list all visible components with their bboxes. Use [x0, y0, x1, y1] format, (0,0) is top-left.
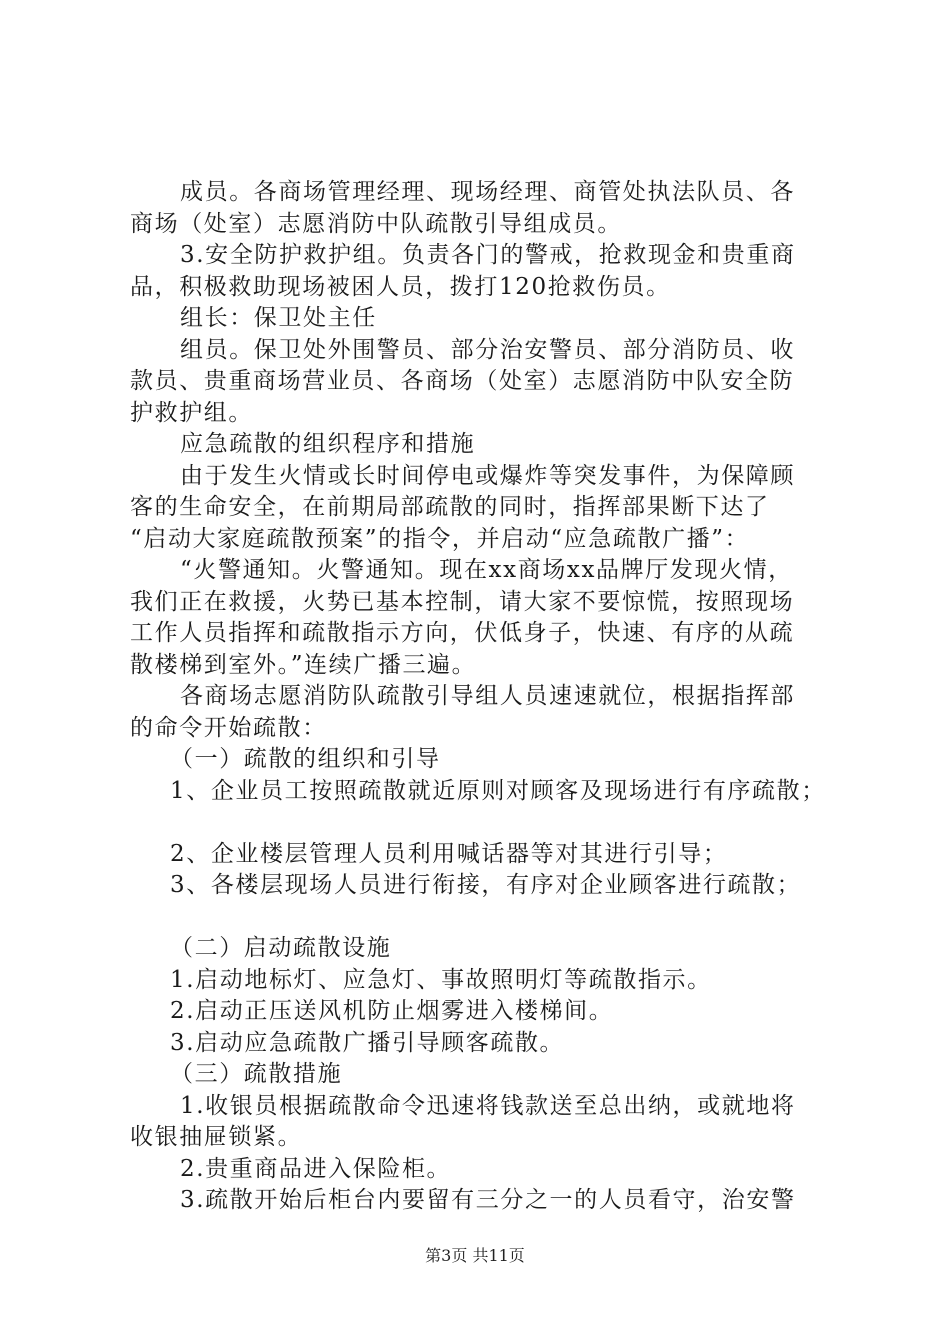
paragraph-line: 各商场志愿消防队疏散引导组人员速速就位，根据指挥部	[180, 683, 795, 709]
list-item: 2.启动正压送风机防止烟雾进入楼梯间。	[170, 998, 614, 1024]
section-heading: （一）疏散的组织和引导	[170, 746, 441, 772]
paragraph-line: 散楼梯到室外。”连续广播三遍。	[130, 651, 477, 678]
list-item: 1.收银员根据疏散命令迅速将钱款送至总出纳，或就地将	[180, 1092, 796, 1119]
paragraph-line: 客的生命安全，在前期局部疏散的同时，指挥部果断下达了	[130, 494, 770, 520]
paragraph-line: 的命令开始疏散：	[130, 714, 327, 741]
list-item: 2、企业楼层管理人员利用喊话器等对其进行引导；	[170, 840, 728, 867]
paragraph-line: 商场（处室）志愿消防中队疏散引导组成员。	[130, 210, 622, 237]
paragraph-line: 成员。各商场管理经理、现场经理、商管处执法队员、各	[180, 179, 795, 205]
paragraph-line: 我们正在救援，火势已基本控制，请大家不要惊慌，按照现场	[130, 588, 795, 615]
blank-line	[130, 902, 835, 934]
document-body	[130, 177, 835, 1217]
paragraph-line: 组长：保卫处主任	[180, 305, 377, 331]
paragraph-line: 品，积极救助现场被困人员，拨打120抢救伤员。	[130, 273, 671, 300]
list-item: 3.疏散开始后柜台内要留有三分之一的人员看守，治安警	[180, 1187, 796, 1213]
section-heading: （二）启动疏散设施	[170, 935, 392, 961]
paragraph-line: 款员、贵重商场营业员、各商场（处室）志愿消防中队安全防	[130, 368, 795, 394]
blank-line	[130, 807, 835, 839]
list-item: 2.贵重商品进入保险柜。	[180, 1155, 452, 1182]
paragraph-line: 组员。保卫处外围警员、部分治安警员、部分消防员、收	[180, 336, 795, 363]
paragraph-line: 收银抽屉锁紧。	[130, 1124, 303, 1150]
paragraph-line: 工作人员指挥和疏散指示方向，伏低身子，快速、有序的从疏	[130, 620, 795, 646]
list-item: 3.启动应急疏散广播引导顾客疏散。	[170, 1029, 565, 1056]
list-item: 3、各楼层现场人员进行衔接，有序对企业顾客进行疏散；	[170, 872, 802, 898]
paragraph-line: “启动大家庭疏散预案”的指令，并启动“应急疏散广播”：	[130, 525, 750, 552]
list-item: 1、企业员工按照疏散就近原则对顾客及现场进行有序疏散；	[170, 777, 826, 804]
list-item: 1.启动地标灯、应急灯、事故照明灯等疏散指示。	[170, 966, 712, 993]
paragraph-line: 3.安全防护救护组。负责各门的警戒，抢救现金和贵重商	[180, 242, 796, 268]
paragraph-line: 由于发生火情或长时间停电或爆炸等突发事件，为保障顾	[180, 462, 795, 489]
section-heading: 应急疏散的组织程序和措施	[180, 431, 476, 457]
paragraph-line: “火警通知。火警通知。现在xx商场xx品牌厅发现火情，	[180, 557, 793, 583]
section-heading: （三）疏散措施	[170, 1061, 343, 1087]
paragraph-line: 护救护组。	[130, 399, 253, 426]
page-number-footer: 第3页 共11页	[425, 1246, 525, 1265]
